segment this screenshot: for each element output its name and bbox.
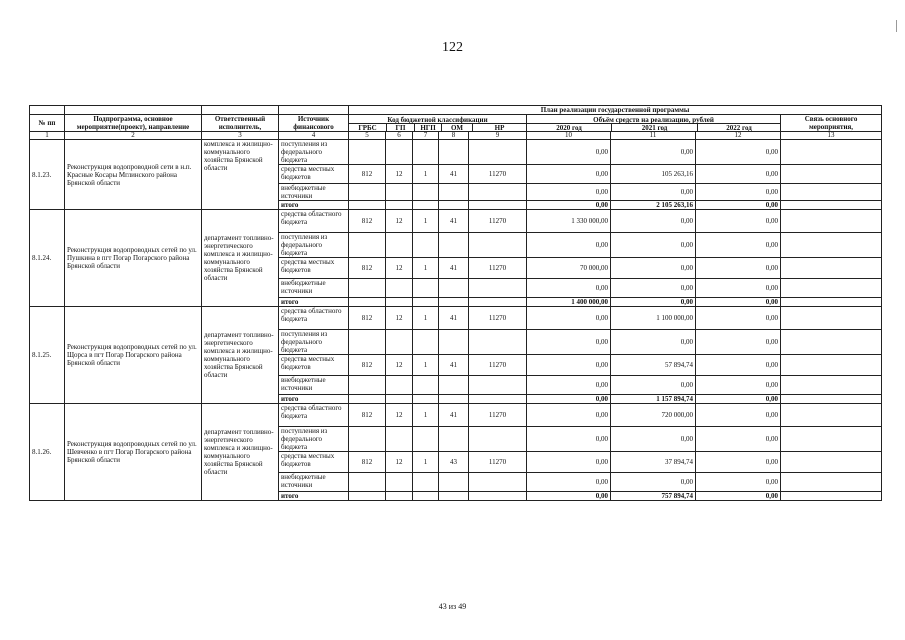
item-responsible: департамент топливно-энергетического комплекса и жилищно-коммунального хозяйства Брянской области (202, 404, 279, 501)
link-cell (781, 233, 882, 258)
code-gp: 12 (386, 404, 413, 427)
total-label: итого (279, 201, 349, 210)
code-ngp (413, 376, 439, 395)
item-number: 8.1.24. (30, 210, 65, 307)
funding-source: средства местных бюджетов (279, 452, 349, 473)
link-cell (781, 210, 882, 233)
code-gp: 12 (386, 258, 413, 279)
table-row (30, 140, 882, 165)
code-grbs (349, 279, 386, 298)
code-empty (439, 201, 469, 210)
code-grbs (349, 330, 386, 355)
code-ngp (413, 473, 439, 492)
total-label: итого (279, 395, 349, 404)
table-row (30, 307, 882, 330)
total-2020: 0,00 (527, 395, 611, 404)
funding-source: внебюджетные источники (279, 376, 349, 395)
header-2020: 2020 год (527, 124, 612, 131)
amount-2022: 0,00 (696, 404, 781, 427)
code-ngp: 1 (413, 258, 439, 279)
total-2022: 0,00 (696, 395, 781, 404)
code-empty (413, 492, 439, 501)
code-gp (386, 140, 413, 165)
item-responsible: департамент топливно-энергетического комплекса и жилищно-коммунального хозяйства Брянской области (202, 307, 279, 404)
link-cell (781, 184, 882, 201)
amount-2021: 0,00 (611, 258, 696, 279)
code-om (439, 330, 469, 355)
code-grbs: 812 (349, 210, 386, 233)
code-ngp: 1 (413, 355, 439, 376)
code-om: 41 (439, 210, 469, 233)
code-om: 41 (439, 258, 469, 279)
code-ngp (413, 140, 439, 165)
link-cell (781, 307, 882, 330)
item-responsible: департамент топливно-энергетического комплекса и жилищно-коммунального хозяйства Брянской области (202, 210, 279, 307)
header-top: План реализации государственной программы (349, 106, 882, 115)
link-cell (781, 473, 882, 492)
header-col-link: Связь основного мероприятия, (781, 115, 882, 132)
code-empty (386, 298, 413, 307)
code-empty (439, 492, 469, 501)
code-grbs (349, 233, 386, 258)
amount-2020: 0,00 (527, 140, 611, 165)
code-ngp (413, 330, 439, 355)
total-label: итого (279, 298, 349, 307)
code-gp (386, 279, 413, 298)
amount-2020: 0,00 (527, 452, 611, 473)
code-np: 11270 (469, 404, 527, 427)
page-footer: 43 из 49 (438, 602, 467, 611)
code-grbs (349, 427, 386, 452)
total-label: итого (279, 492, 349, 501)
code-om (439, 279, 469, 298)
item-number: 8.1.23. (30, 140, 65, 210)
link-cell (781, 376, 882, 395)
amount-2022: 0,00 (696, 184, 781, 201)
code-gp: 12 (386, 452, 413, 473)
code-empty (386, 492, 413, 501)
amount-2022: 0,00 (696, 233, 781, 258)
link-cell (781, 330, 882, 355)
code-gp (386, 233, 413, 258)
header-ngp: НГП (415, 124, 442, 131)
code-ngp: 1 (413, 165, 439, 184)
amount-2021: 0,00 (611, 233, 696, 258)
amount-2020: 0,00 (527, 184, 611, 201)
code-gp (386, 427, 413, 452)
total-2021: 1 157 894,74 (611, 395, 696, 404)
code-empty (349, 298, 386, 307)
amount-2020: 0,00 (527, 233, 611, 258)
total-2020: 0,00 (527, 492, 611, 501)
column-number: 11 (611, 132, 696, 140)
code-gp: 12 (386, 355, 413, 376)
item-name: Реконструкция водопроводных сетей по ул. Шевченко в пгт Погар Погарского района Брянской области (65, 404, 202, 501)
funding-source: средства местных бюджетов (279, 258, 349, 279)
header-volume-group: Объём средств на реализацию, рублей (527, 116, 780, 124)
header-gp: ГП (387, 124, 415, 131)
link-cell (781, 395, 882, 404)
funding-source: поступления из федерального бюджета (279, 427, 349, 452)
code-grbs: 812 (349, 355, 386, 376)
amount-2020: 0,00 (527, 279, 611, 298)
column-number: 5 (349, 132, 386, 140)
code-grbs (349, 184, 386, 201)
funding-source: средства местных бюджетов (279, 355, 349, 376)
funding-source: поступления из федерального бюджета (279, 233, 349, 258)
total-2022: 0,00 (696, 492, 781, 501)
code-np (469, 279, 527, 298)
amount-2020: 0,00 (527, 307, 611, 330)
column-number: 7 (413, 132, 439, 140)
column-number: 8 (439, 132, 469, 140)
total-2021: 757 894,74 (611, 492, 696, 501)
item-number: 8.1.26. (30, 404, 65, 501)
code-om: 41 (439, 307, 469, 330)
code-grbs: 812 (349, 452, 386, 473)
header-col-source: Источник финансового (279, 115, 349, 132)
code-empty (413, 298, 439, 307)
link-cell (781, 404, 882, 427)
column-number: 12 (696, 132, 781, 140)
header-col-num: № пп (30, 115, 65, 132)
code-np (469, 233, 527, 258)
item-name: Реконструкция водопроводной сети в н.п. Красные Косары Мглинского района Брянской области (65, 140, 202, 210)
link-cell (781, 279, 882, 298)
code-np (469, 140, 527, 165)
total-2021: 0,00 (611, 298, 696, 307)
code-om (439, 140, 469, 165)
code-empty (439, 395, 469, 404)
header-budget-group: Код бюджетной классификации (349, 116, 526, 124)
link-cell (781, 492, 882, 501)
code-empty (469, 492, 527, 501)
amount-2022: 0,00 (696, 355, 781, 376)
amount-2021: 0,00 (611, 140, 696, 165)
code-om: 43 (439, 452, 469, 473)
table-header (30, 106, 882, 140)
code-np: 11270 (469, 165, 527, 184)
code-empty (349, 201, 386, 210)
code-gp (386, 376, 413, 395)
amount-2020: 0,00 (527, 427, 611, 452)
amount-2021: 0,00 (611, 376, 696, 395)
column-number: 1 (30, 132, 65, 140)
amount-2022: 0,00 (696, 140, 781, 165)
funding-source: средства областного бюджета (279, 404, 349, 427)
code-np (469, 376, 527, 395)
funding-source: средства местных бюджетов (279, 165, 349, 184)
column-number: 6 (386, 132, 413, 140)
header-2021: 2021 год (612, 124, 698, 131)
amount-2021: 57 894,74 (611, 355, 696, 376)
code-om (439, 473, 469, 492)
total-2022: 0,00 (696, 201, 781, 210)
code-np: 11270 (469, 355, 527, 376)
amount-2022: 0,00 (696, 307, 781, 330)
code-grbs (349, 376, 386, 395)
link-cell (781, 140, 882, 165)
code-om (439, 233, 469, 258)
link-cell (781, 201, 882, 210)
funding-source: поступления из федерального бюджета (279, 330, 349, 355)
column-number: 2 (65, 132, 202, 140)
code-grbs (349, 140, 386, 165)
column-number: 4 (279, 132, 349, 140)
header-om: ОМ (442, 124, 473, 131)
item-name: Реконструкция водопроводных сетей по ул. Щорса в пгт Погар Погарского района Брянской области (65, 307, 202, 404)
code-grbs (349, 473, 386, 492)
funding-source: поступления из федерального бюджета (279, 140, 349, 165)
table-row (30, 210, 882, 233)
code-empty (469, 395, 527, 404)
code-gp (386, 473, 413, 492)
amount-2020: 0,00 (527, 473, 611, 492)
header-2022: 2022 год (726, 123, 752, 132)
amount-2021: 37 894,74 (611, 452, 696, 473)
amount-2022: 0,00 (696, 376, 781, 395)
column-number: 10 (527, 132, 611, 140)
total-2020: 1 400 000,00 (527, 298, 611, 307)
code-empty (349, 492, 386, 501)
total-2022: 0,00 (696, 298, 781, 307)
page-edge-mark (896, 20, 897, 32)
amount-2020: 70 000,00 (527, 258, 611, 279)
funding-source: средства областного бюджета (279, 307, 349, 330)
code-np: 11270 (469, 452, 527, 473)
code-empty (439, 298, 469, 307)
column-number: 13 (781, 132, 882, 140)
code-np: 11270 (469, 307, 527, 330)
amount-2021: 0,00 (611, 279, 696, 298)
code-om (439, 376, 469, 395)
program-plan-table (29, 105, 882, 501)
code-ngp (413, 279, 439, 298)
amount-2021: 105 263,16 (611, 165, 696, 184)
code-empty (413, 201, 439, 210)
code-ngp (413, 184, 439, 201)
link-cell (781, 298, 882, 307)
code-ngp (413, 427, 439, 452)
total-2021: 2 105 263,16 (611, 201, 696, 210)
header-col-subprogram: Подпрограмма, основное мероприятие(проект), направление (65, 115, 202, 132)
code-gp: 12 (386, 307, 413, 330)
code-np (469, 330, 527, 355)
code-empty (469, 298, 527, 307)
link-cell (781, 258, 882, 279)
link-cell (781, 165, 882, 184)
amount-2022: 0,00 (696, 165, 781, 184)
amount-2021: 0,00 (611, 330, 696, 355)
amount-2020: 0,00 (527, 376, 611, 395)
code-empty (469, 201, 527, 210)
amount-2022: 0,00 (696, 279, 781, 298)
code-om: 41 (439, 355, 469, 376)
code-gp: 12 (386, 210, 413, 233)
code-ngp: 1 (413, 404, 439, 427)
code-empty (349, 395, 386, 404)
amount-2021: 0,00 (611, 473, 696, 492)
code-gp (386, 184, 413, 201)
table-row (30, 404, 882, 427)
amount-2021: 0,00 (611, 184, 696, 201)
column-number: 3 (202, 132, 279, 140)
code-om (439, 427, 469, 452)
code-om (439, 184, 469, 201)
code-om: 41 (439, 165, 469, 184)
header-np: НР (494, 123, 505, 132)
amount-2020: 0,00 (527, 165, 611, 184)
code-empty (386, 201, 413, 210)
amount-2022: 0,00 (696, 210, 781, 233)
amount-2020: 1 330 000,00 (527, 210, 611, 233)
amount-2020: 0,00 (527, 355, 611, 376)
code-grbs: 812 (349, 404, 386, 427)
amount-2022: 0,00 (696, 452, 781, 473)
code-np (469, 473, 527, 492)
code-gp (386, 330, 413, 355)
amount-2022: 0,00 (696, 258, 781, 279)
funding-source: внебюджетные источники (279, 279, 349, 298)
column-number: 9 (469, 132, 527, 140)
code-np (469, 184, 527, 201)
link-cell (781, 427, 882, 452)
code-np (469, 427, 527, 452)
item-responsible: комплекса и жилищно-коммунального хозяйства Брянской области (202, 140, 279, 210)
code-gp: 12 (386, 165, 413, 184)
amount-2022: 0,00 (696, 473, 781, 492)
amount-2021: 1 100 000,00 (611, 307, 696, 330)
amount-2020: 0,00 (527, 330, 611, 355)
header-grbs: ГРБС (349, 124, 387, 131)
item-number: 8.1.25. (30, 307, 65, 404)
link-cell (781, 355, 882, 376)
amount-2021: 0,00 (611, 210, 696, 233)
amount-2022: 0,00 (696, 427, 781, 452)
code-ngp (413, 233, 439, 258)
item-name: Реконструкция водопроводных сетей по ул. Пушкина в пгт Погар Погарского района Брянской области (65, 210, 202, 307)
code-np: 11270 (469, 210, 527, 233)
code-om: 41 (439, 404, 469, 427)
header-col-responsible: Ответственный исполнитель, (202, 115, 279, 132)
code-empty (386, 395, 413, 404)
code-grbs: 812 (349, 307, 386, 330)
funding-source: внебюджетные источники (279, 184, 349, 201)
code-grbs: 812 (349, 258, 386, 279)
link-cell (781, 452, 882, 473)
page-number: 122 (442, 40, 463, 55)
amount-2021: 0,00 (611, 427, 696, 452)
code-ngp: 1 (413, 452, 439, 473)
funding-source: средства областного бюджета (279, 210, 349, 233)
funding-source: внебюджетные источники (279, 473, 349, 492)
code-ngp: 1 (413, 210, 439, 233)
code-grbs: 812 (349, 165, 386, 184)
amount-2020: 0,00 (527, 404, 611, 427)
code-empty (413, 395, 439, 404)
total-2020: 0,00 (527, 201, 611, 210)
code-np: 11270 (469, 258, 527, 279)
amount-2022: 0,00 (696, 330, 781, 355)
code-ngp: 1 (413, 307, 439, 330)
amount-2021: 720 000,00 (611, 404, 696, 427)
